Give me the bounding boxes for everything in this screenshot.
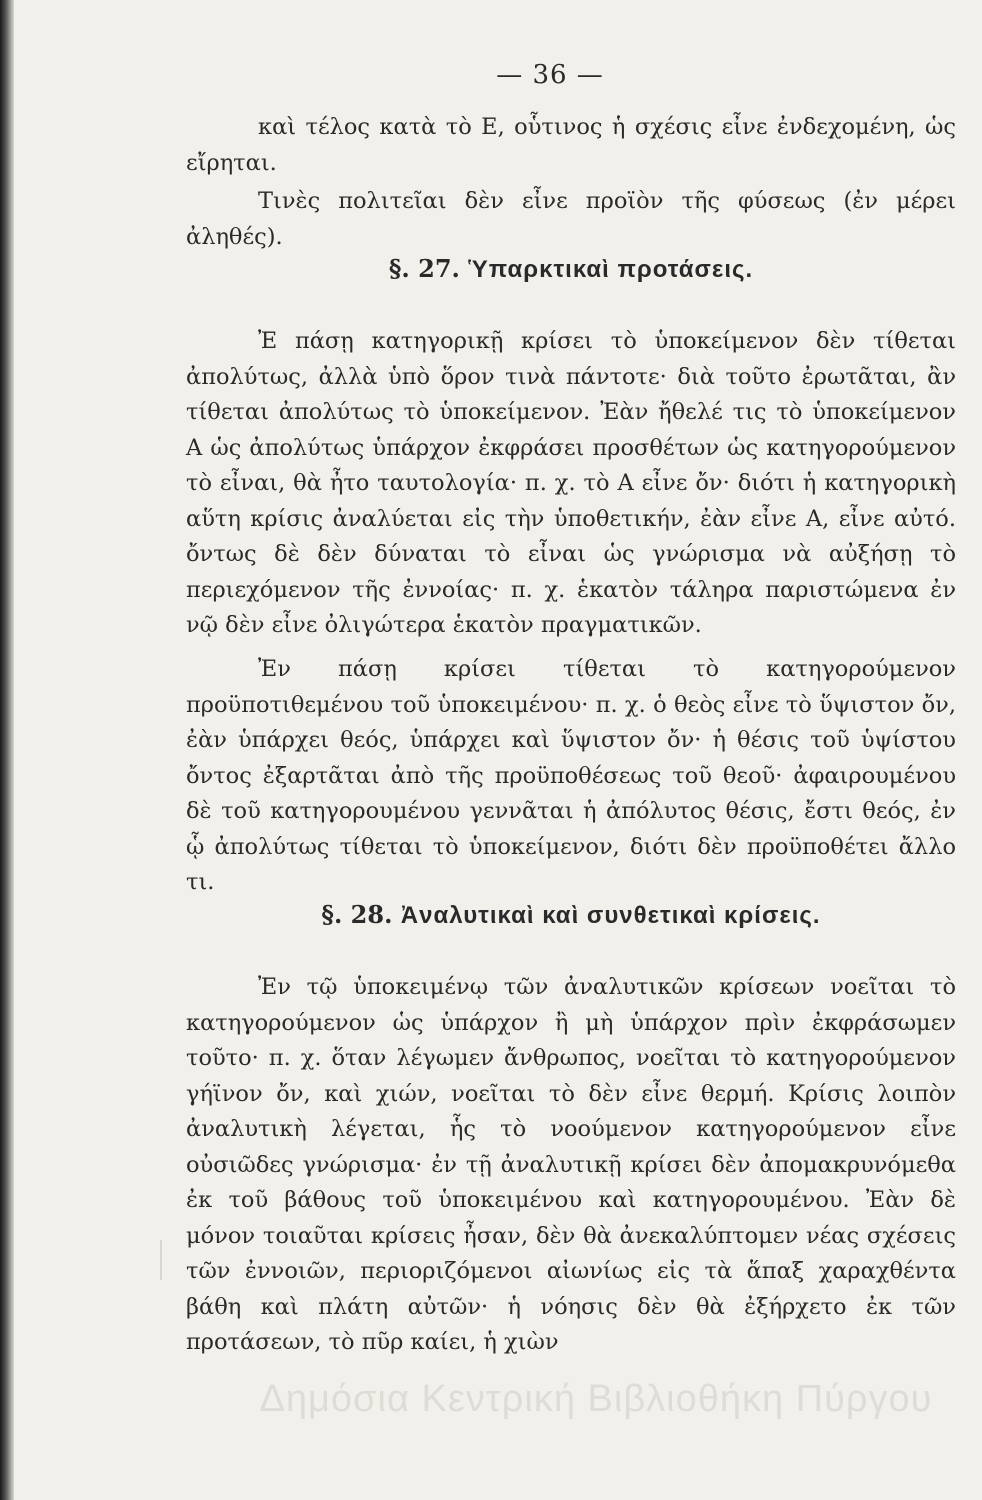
paragraph-existential-1: Ἐ πάσῃ κατηγορικῇ κρίσει τὸ ὑποκείμενον δὲν τίθεται ἀπολύτως, ἀλλὰ ὑπὸ ὅρον τινὰ πάντοτε· διὰ τοῦτο ἐρωτᾶται, ἂν τίθεται ἀπολύτως τὸ ὑποκείμενον. Ἐὰν ἤθελέ τις τὸ ὑποκείμενον Α ὡς ἀπολύτως ὑπάρχον ἐκφράσει προσθέτων ὡς κατηγορούμενον τὸ εἶναι, θὰ ἦτο ταυτολογία· π. χ. τὸ Α εἶνε ὄν· διότι ἡ κατηγορικὴ αὕτη κρίσις ἀναλύεται εἰς τὴν ὑποθετικήν, ἐὰν εἶνε Α, εἶνε αὐτό. ὄντως δὲ δὲν δύναται τὸ εἶναι ὡς γνώρισμα νὰ αὐξήσῃ τὸ περιεχόμενον τῆς ἐννοίας· π. χ. ἑκατὸν τάληρα παριστώμενα ἐν νῷ δὲν εἶνε ὀλιγώτερα ἑκατὸν πραγματικῶν. [186,328,956,638]
section-28-heading [186,900,956,930]
section-28-number: §. 28. [321,900,393,929]
section-27-number: §. 27. [388,254,460,283]
paragraph-analytic: Ἐν τῷ ὑποκειμένῳ τῶν ἀναλυτικῶν κρίσεων νοεῖται τὸ κατηγορούμενον ὡς ὑπάρχον ἢ μὴ ὑπάρχον πρὶν ἐκφράσωμεν τοῦτο· π. χ. ὅταν λέγωμεν ἄνθρωπος, νοεῖται τὸ κατηγορούμενον γήϊνον ὄν, καὶ χιών, νοεῖται τὸ δὲν εἶνε θερμή. Κρίσις λοιπὸν ἀναλυτικὴ λέγεται, ἧς τὸ νοούμενον κατηγορούμενον εἶνε οὐσιῶδες γνώρισμα· ἐν τῇ ἀναλυτικῇ κρίσει δὲν ἀπομακρυνόμεθα ἐκ τοῦ βάθους τοῦ ὑποκειμένου καὶ κατηγορουμένου. Ἐὰν δὲ μόνον τοιαῦται κρίσεις ἦσαν, δὲν θὰ ἀνεκαλύπτομεν νέας σχέσεις τῶν ἐννοιῶν, περιοριζόμενοι αἰωνίως εἰς τὰ ἅπαξ χαραχθέντα βάθη καὶ πλάτη αὐτῶν· ἡ νόησις δὲν θὰ ἐξήρχετο ἐκ τῶν προτάσεων, τὸ πῦρ καίει, ἡ χιὼν [186,974,956,1355]
paragraph-existential-2: Ἐν πάσῃ κρίσει τίθεται τὸ κατηγορούμενον προϋποτιθεμένου τοῦ ὑποκειμένου· π. χ. ὁ θεὸς εἶνε τὸ ὕψιστον ὄν, ἐὰν ὑπάρχει θεός, ὑπάρχει καὶ ὕψιστον ὄν· ἡ θέσις τοῦ ὑψίστου ὄντος ἐξαρτᾶται ἀπὸ τῆς προϋποθέσεως τοῦ θεοῦ· ἀφαιρουμένου δὲ τοῦ κατηγορουμένου γεννᾶται ἡ ἀπόλυτος θέσις, ἔστι θεός, ἐν ᾧ ἀπολύτως τίθεται τὸ ὑποκείμενον, διότι δὲν προϋποθέτει ἄλλο τι. [186,656,956,895]
library-watermark: Δημόσια Κεντρική Βιβλιοθήκη Πύργου [259,1378,933,1420]
page-number: — 36 — [496,60,604,90]
section-28-title: Ἀναλυτικαὶ καὶ συνθετικαὶ κρίσεις. [400,902,821,929]
paragraph-continuation: καὶ τέλος κατὰ τὸ Ε, οὗτινος ἡ σχέσις εἶνε ἐνδεχομένη, ὡς εἴρηται. [186,114,956,176]
paragraph-example: Τινὲς πολιτεῖαι δὲν εἶνε προϊὸν τῆς φύσεως (ἐν μέρει ἀληθές). [186,188,956,250]
section-27-title: Ὑπαρκτικαὶ προτάσεις. [468,256,754,283]
section-27-heading [186,254,956,284]
book-binding-edge [0,0,14,1500]
paper-crease [160,1240,162,1280]
